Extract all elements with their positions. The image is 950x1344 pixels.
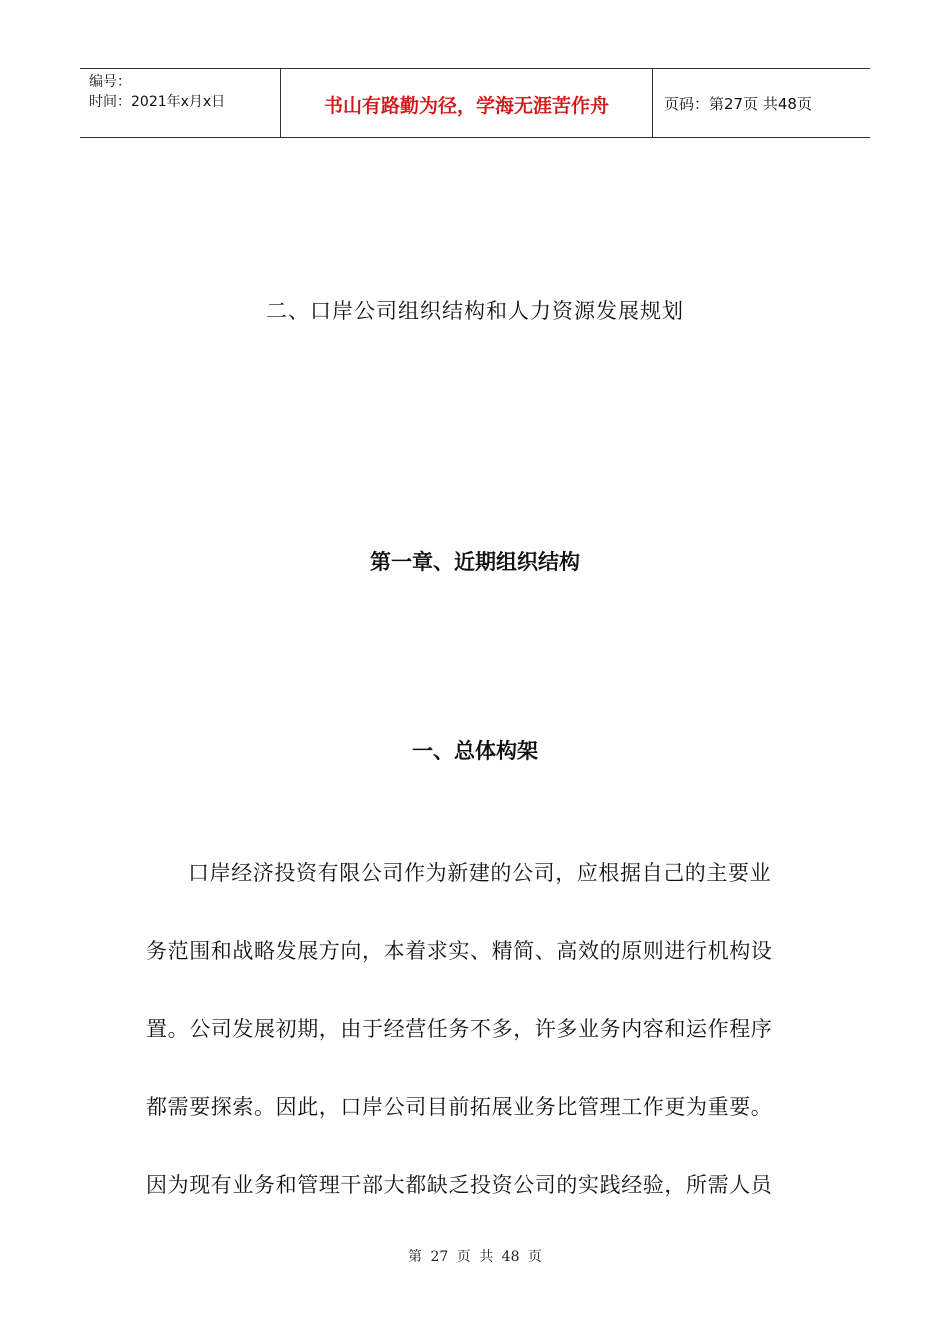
paragraph-line: 因为现有业务和管理干部大都缺乏投资公司的实践经验，所需人员 [146,1173,773,1197]
part-title: 二、口岸公司组织结构和人力资源发展规划 [266,299,684,323]
page-footer: 第 27 页 共 48 页 [408,1249,542,1265]
section-title: 一、总体构架 [412,739,538,763]
header-page-number: 页码：第27页 共48页 [664,95,812,113]
header-info-cell [80,69,281,137]
header-table [80,68,870,138]
paragraph-line: 都需要探索。因此，口岸公司目前拓展业务比管理工作更为重要。 [146,1095,773,1119]
header-motto: 书山有路勤为径，学海无涯苦作舟 [323,95,609,117]
header-motto-cell [281,69,653,137]
document-time-label: 时间：2021年x月x日 [89,94,226,110]
chapter-title: 第一章、近期组织结构 [370,550,580,574]
paragraph-line: 务范围和战略发展方向，本着求实、精简、高效的原则进行机构设 [146,939,773,963]
paragraph-line: 置。公司发展初期，由于经营任务不多，许多业务内容和运作程序 [146,1017,773,1041]
header-page-cell [653,69,870,137]
body-paragraph [146,856,812,1246]
document-number-label: 编号： [89,74,131,90]
paragraph-line: 口岸经济投资有限公司作为新建的公司，应根据自己的主要业 [188,861,772,885]
